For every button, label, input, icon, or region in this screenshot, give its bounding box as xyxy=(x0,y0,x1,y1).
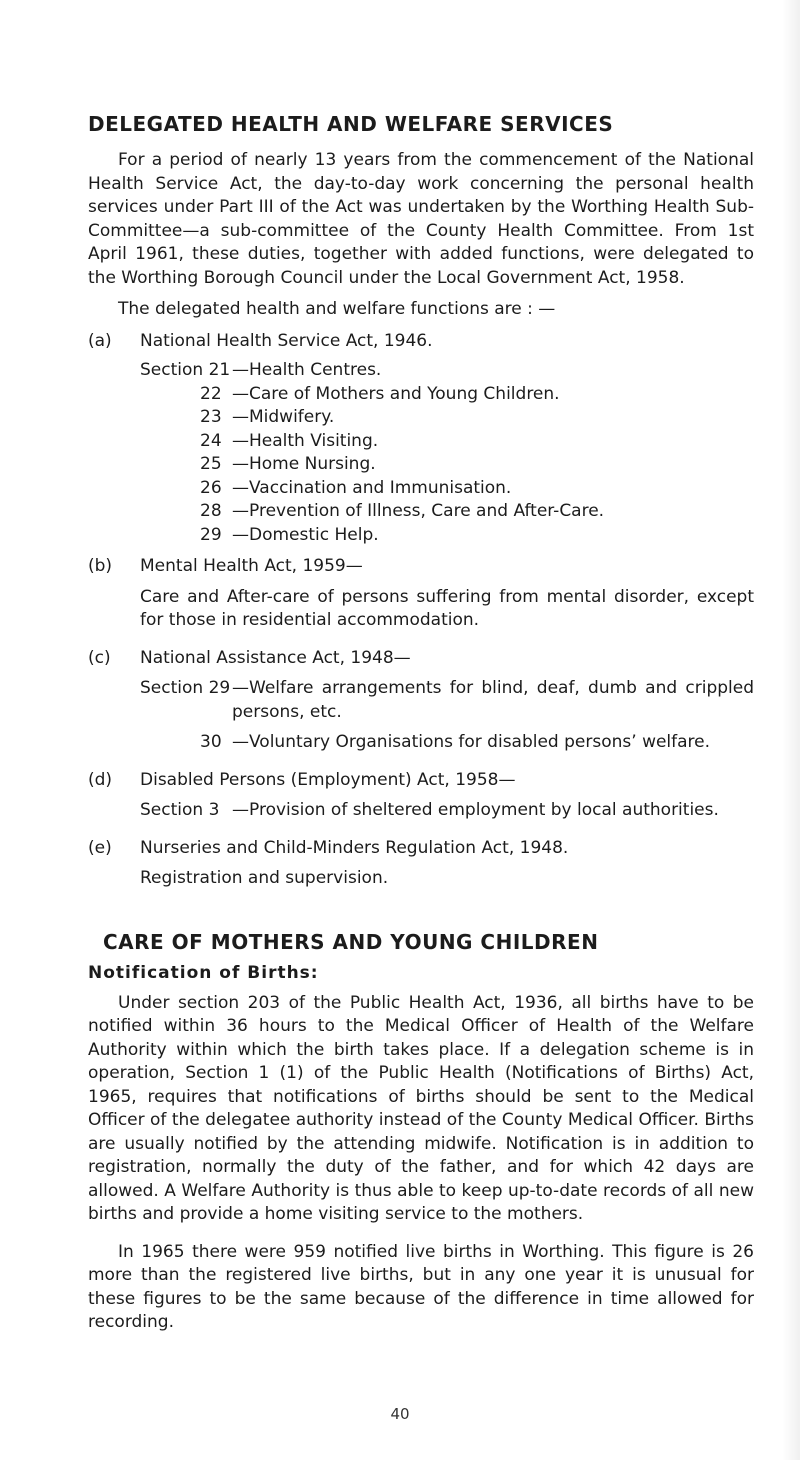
section-row xyxy=(140,453,754,477)
section-text: —Welfare arrangements for blind, deaf, dumb and crippled persons, etc. xyxy=(232,678,754,722)
page-number: 40 xyxy=(390,1405,410,1423)
item-letter-e: (e) xyxy=(88,837,112,858)
section-text: —Health Visiting. xyxy=(232,430,379,451)
item-b-description: Care and After-care of persons suffering from mental disorder, except for those in residential accommodation. xyxy=(140,586,754,630)
section-label: Section 3 xyxy=(140,800,220,820)
item-letter-c: (c) xyxy=(88,647,111,668)
item-a-act: National Health Service Act, 1946. xyxy=(140,330,433,351)
item-e-description: Registration and supervision. xyxy=(140,868,389,888)
section-row xyxy=(140,406,754,430)
section-row xyxy=(140,430,754,454)
section-label: Section 21 xyxy=(140,360,231,380)
item-c-section-29 xyxy=(140,677,754,724)
notification-paragraph: Under section 203 of the Public Health Act, 1936, all births have to be notified within 36 hours to the Medical Officer of Health of the Welfare Authority within which the birth takes place. If a delegation scheme is in operation, Section 1 (1) of the Public Health (Notifications of Births) Act, 1965, requires that notifications of births should be sent to the Medical Officer of the delegatee authority instead of the County Medical Officer. Births are usually notified by the attending midwife. Notification is in addition to registration, normally the duty of the father, and for which 42 days are allowed. A Welfare Authority is thus able to keep up-to-date records of all new births and provide a home visiting service to the mothers. xyxy=(88,992,754,1224)
list-item-d xyxy=(88,769,754,823)
section-text: —Midwifery. xyxy=(232,407,335,427)
item-letter-d: (d) xyxy=(88,769,113,790)
section-row xyxy=(140,500,754,524)
item-e-act: Nurseries and Child-Minders Regulation Act, 1948. xyxy=(140,837,569,858)
page-title: DELEGATED HEALTH AND WELFARE SERVICES xyxy=(88,112,614,136)
section-text: —Vaccination and Immunisation. xyxy=(232,477,512,498)
section-text: —Domestic Help. xyxy=(232,524,379,545)
section-list-a xyxy=(140,359,754,547)
section-text: —Voluntary Organisations for disabled persons’ welfare. xyxy=(232,732,711,752)
list-item-a xyxy=(88,330,754,548)
list-item-b xyxy=(88,555,754,633)
section-label: 22 xyxy=(200,383,222,404)
section-label: 25 xyxy=(200,454,222,474)
functions-intro: The delegated health and welfare functions are : — xyxy=(118,299,556,319)
page-content xyxy=(88,112,754,1335)
section-label: 30 xyxy=(200,732,222,752)
section-text: —Health Centres. xyxy=(232,360,382,380)
section-label: 24 xyxy=(200,430,222,451)
births-1965-paragraph: In 1965 there were 959 notified live births in Worthing. This figure is 26 more than the registered live births, but in any one year it is unusual for these figures to be the same because of the difference in time allowed for recording. xyxy=(88,1241,754,1332)
list-item-c xyxy=(88,647,754,755)
section-label: 28 xyxy=(200,501,222,521)
section-row xyxy=(140,383,754,407)
section-text: —Prevention of Illness, Care and After-Care. xyxy=(232,501,605,521)
section-label: 23 xyxy=(200,407,222,427)
section-title-care-of-mothers: CARE OF MOTHERS AND YOUNG CHILDREN xyxy=(103,929,599,954)
section-row xyxy=(140,359,754,383)
item-letter-a: (a) xyxy=(88,330,112,351)
item-b-act: Mental Health Act, 1959— xyxy=(140,556,363,576)
item-c-act: National Assistance Act, 1948— xyxy=(140,647,411,668)
section-row xyxy=(140,524,754,548)
subheading-notification-of-births: Notification of Births: xyxy=(88,962,319,983)
page-edge-shadow xyxy=(782,0,800,1460)
item-c-section-30 xyxy=(140,731,754,755)
section-text: —Provision of sheltered employment by local authorities. xyxy=(232,800,719,820)
item-d-section-3 xyxy=(140,799,754,823)
section-label: Section 29 xyxy=(140,678,231,698)
section-text: —Home Nursing. xyxy=(232,454,376,474)
section-label: 26 xyxy=(200,477,222,498)
intro-paragraph: For a period of nearly 13 years from the commencement of the National Health Service Act, the day-to-day work concerning the personal health services under Part III of the Act was undertaken by the Worthing Health Sub-Committee—a sub-committee of the County Health Committee. From 1st April 1961, these duties, together with added functions, were delegated to the Worthing Borough Council under the Local Government Act, 1958. xyxy=(88,150,754,288)
section-text: —Care of Mothers and Young Children. xyxy=(232,383,560,404)
item-d-act: Disabled Persons (Employment) Act, 1958— xyxy=(140,769,516,790)
section-label: 29 xyxy=(200,524,222,545)
list-item-e xyxy=(88,837,754,891)
section-row xyxy=(140,477,754,501)
item-letter-b: (b) xyxy=(88,556,113,576)
